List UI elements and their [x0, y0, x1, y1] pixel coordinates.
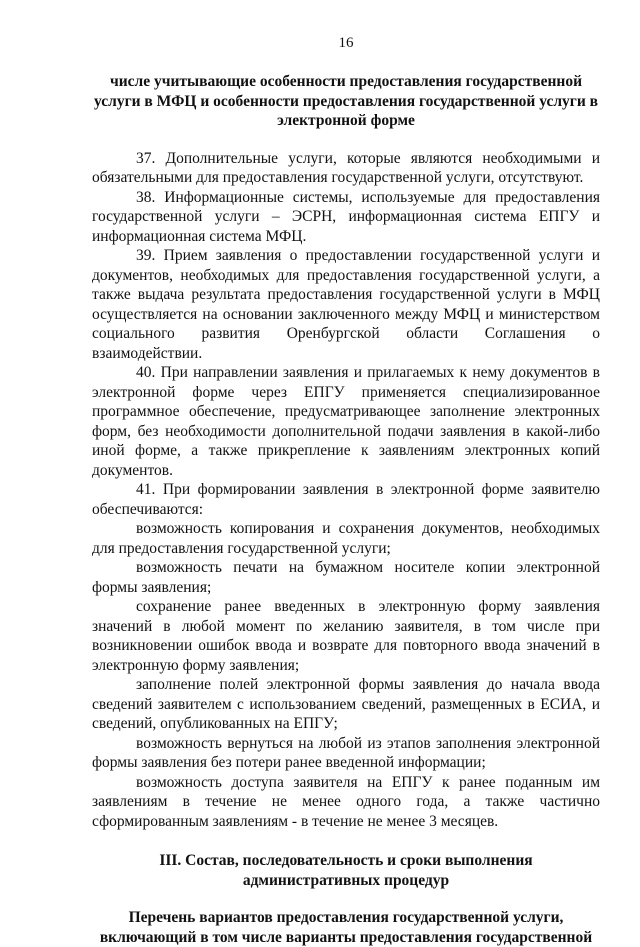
list-item-print: возможность печати на бумажном носителе копии электронной формы заявления;: [92, 558, 600, 597]
heading-line: услуги в МФЦ и особенности предоставления государственной услуги в: [92, 92, 600, 112]
list-item-copy-save: возможность копирования и сохранения документов, необходимых для предоставления государственной услуги;: [92, 519, 600, 558]
section-heading-line: III. Состав, последовательность и сроки выполнения: [92, 851, 600, 871]
list-item-prefill: заполнение полей электронной формы заявления до начала ввода сведений заявителем с использованием сведений, размещенных в ЕСИА, и сведений, опубликованных на ЕПГУ;: [92, 675, 600, 734]
list-item-return-step: возможность вернуться на любой из этапов заполнения электронной формы заявления без потери ранее введенной информации;: [92, 734, 600, 773]
paragraph-39: 39. Прием заявления о предоставлении государственной услуги и документов, необходимых для предоставления государственной услуги, а также выдача результата предоставления государственной услуги в МФЦ осуществляется на основании заключенного между МФЦ и министерством социального развития Оренбургской области Соглашения о взаимодействии.: [92, 246, 600, 363]
heading-line: электронной форме: [92, 111, 600, 131]
section-heading-line: административных процедур: [92, 871, 600, 891]
paragraph-37: 37. Дополнительные услуги, которые являются необходимыми и обязательными для предоставления государственной услуги, отсутствуют.: [92, 149, 600, 188]
heading-line: числе учитывающие особенности предоставления государственной: [92, 72, 600, 92]
list-item-save-values: сохранение ранее введенных в электронную форму заявления значений в любой момент по желанию заявителя, в том числе при возникновении ошибок ввода и возврате для повторного ввода значений в электронную форму заявления;: [92, 597, 600, 675]
paragraph-38: 38. Информационные системы, используемые для предоставления государственной услуги – ЭСРН, информационная система ЕПГУ и информационная система МФЦ.: [92, 188, 600, 247]
heading-continuation: [92, 72, 600, 131]
list-item-access-history: возможность доступа заявителя на ЕПГУ к ранее поданным им заявлениям в течение не менее одного года, а также частично сформированным заявлениям - в течение не менее 3 месяцев.: [92, 773, 600, 832]
section-heading: [92, 851, 600, 890]
subsection-heading-line: включающий в том числе варианты предоставления государственной: [92, 928, 600, 947]
paragraph-41: 41. При формировании заявления в электронной форме заявителю обеспечиваются:: [92, 480, 600, 519]
subsection-heading-line: Перечень вариантов предоставления государственной услуги,: [92, 908, 600, 928]
page-number: 16: [92, 34, 600, 52]
paragraph-40: 40. При направлении заявления и прилагаемых к нему документов в электронной форме через ЕПГУ применяется специализированное программное обеспечение, предусматривающее заполнение электронных форм, без необходимости дополнительной подачи заявления в какой-либо иной форме, а также прикрепление к заявлениям электронных копий документов.: [92, 363, 600, 480]
body-text: [92, 149, 600, 832]
subsection-heading: [92, 908, 600, 947]
